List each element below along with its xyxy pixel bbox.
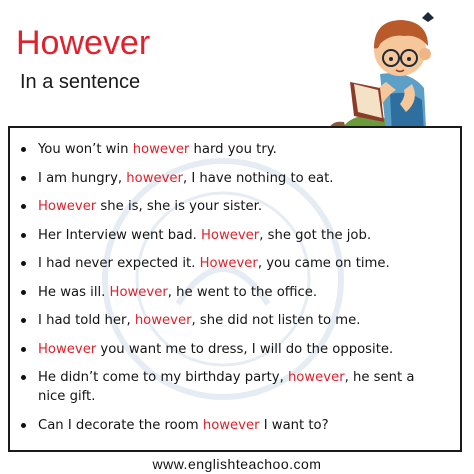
sentence-text: you want me to dress, I will do the opposite. xyxy=(96,341,394,357)
highlighted-word: However xyxy=(109,284,168,300)
sentence-text: I had told her, xyxy=(38,313,135,328)
sentence-item xyxy=(10,311,460,330)
highlighted-word: However xyxy=(200,227,260,243)
sentence-text: , he sent a nice gift. xyxy=(38,370,415,404)
page-subtitle: In a sentence xyxy=(20,71,141,93)
sentence-text: she is, she is your sister. xyxy=(96,199,263,214)
sentence-item xyxy=(10,169,460,188)
bullet-icon xyxy=(21,147,26,152)
sentence-text: He was ill. xyxy=(38,284,110,300)
sentence-text: hard you try. xyxy=(189,142,277,157)
sentence-text: You won’t win xyxy=(38,142,133,157)
bullet-icon xyxy=(21,290,26,295)
sentence-item xyxy=(10,416,460,435)
sentence-text: I am hungry, xyxy=(38,170,127,186)
bullet-icon xyxy=(21,423,26,428)
highlighted-word: however xyxy=(287,370,345,385)
sentence-item xyxy=(10,340,460,359)
highlighted-word: however xyxy=(126,170,183,186)
page-title: However xyxy=(16,24,151,62)
bullet-icon xyxy=(21,375,26,380)
highlighted-word: however xyxy=(202,417,260,433)
bullet-icon xyxy=(21,261,26,266)
sentence-item xyxy=(10,368,460,406)
footer-url[interactable]: www.englishteachoo.com xyxy=(152,456,322,472)
sentence-item xyxy=(10,254,460,273)
sentence-text: I had never expected it. xyxy=(38,256,200,271)
sentence-text: , I have nothing to eat. xyxy=(182,170,334,186)
sentence-text: , he went to the office. xyxy=(167,284,318,300)
sentence-text: I want to? xyxy=(259,417,329,433)
bullet-icon xyxy=(21,347,26,352)
sentence-item xyxy=(10,226,460,245)
sentence-text: Can I decorate the room xyxy=(38,417,203,433)
highlighted-word: However xyxy=(38,341,97,357)
bullet-icon xyxy=(21,176,26,181)
sentence-list xyxy=(10,140,460,444)
bullet-icon xyxy=(21,318,26,323)
highlighted-word: However xyxy=(38,199,97,214)
sentence-item xyxy=(10,140,460,159)
highlighted-word: however xyxy=(132,142,190,157)
sentence-item xyxy=(10,283,460,302)
sentence-card xyxy=(8,126,462,452)
highlighted-word: however xyxy=(134,313,192,328)
highlighted-word: However xyxy=(199,256,258,271)
sentence-text: , she got the job. xyxy=(259,227,372,243)
sentence-text: He didn’t come to my birthday party, xyxy=(38,370,288,385)
bullet-icon xyxy=(21,204,26,209)
sentence-text: Her Interview went bad. xyxy=(38,227,201,243)
bullet-icon xyxy=(21,233,26,238)
sentence-text: , you came on time. xyxy=(257,256,390,271)
sentence-item xyxy=(10,197,460,216)
sentence-text: , she did not listen to me. xyxy=(191,313,361,328)
